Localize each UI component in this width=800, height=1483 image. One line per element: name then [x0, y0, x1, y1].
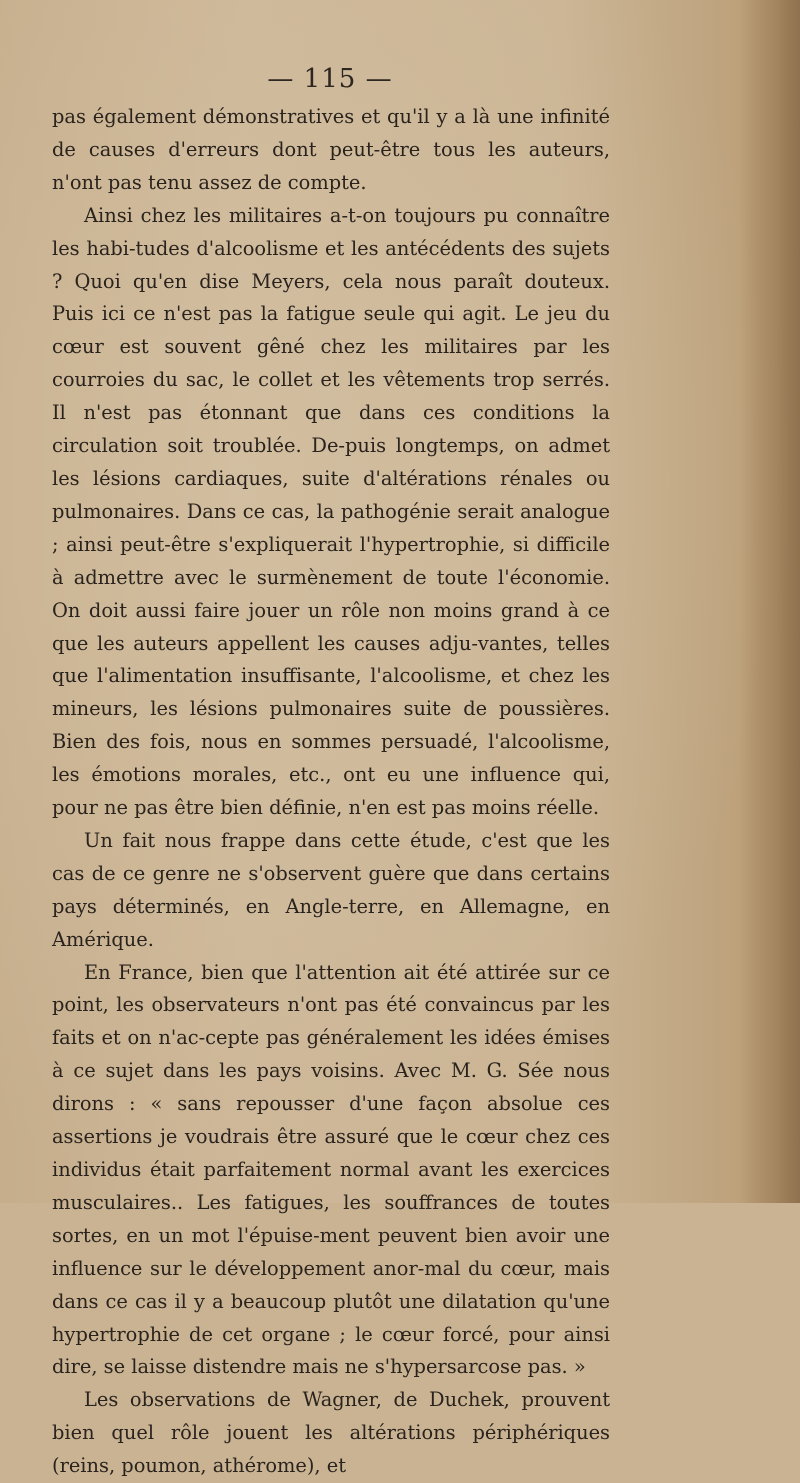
- page-number: — 115 —: [267, 64, 393, 94]
- paragraph-3: Un fait nous frappe dans cette étude, c'est que les cas de ce genre ne s'observent guère que dans certains pays déterminés, en Angle-terre, en Allemagne, en Amérique.: [52, 828, 610, 951]
- paragraph-4: En France, bien que l'attention ait été attirée sur ce point, les observateurs n'ont pas été convaincus par les faits et on n'ac-cepte pas généralement les idées émises à ce sujet dans les pays voisins. Avec M. G. Sée nous dirons : « sans repousser d'une façon absolue ces assertions je voudrais être assuré que le cœur chez ces individus était parfaitement normal avant les exercices musculaires.. Les fatigues, les souffrances de toutes sortes, en un mot l'épuise-ment peuvent bien avoir une influence sur le développement anor-mal du cœur, mais dans ce cas il y a beaucoup plutôt une dilatation qu'une hypertrophie de cet organe ; le cœur forcé, pour ainsi dire, se laisse distendre mais ne s'hypersarcose pas. »: [52, 960, 610, 1379]
- page-edge-stain: [740, 0, 800, 1203]
- body-text: [52, 101, 610, 1483]
- paragraph-1: pas également démonstratives et qu'il y a là une infinité de causes d'erreurs dont peut-être tous les auteurs, n'ont pas tenu assez de compte.: [52, 105, 610, 194]
- paragraph-5: Les observations de Wagner, de Duchek, prouvent bien quel rôle jouent les altérations périphériques (reins, poumon, athérome), et: [52, 1388, 610, 1478]
- paragraph-2: Ainsi chez les militaires a-t-on toujours pu connaître les habi-tudes d'alcoolisme et les antécédents des sujets ? Quoi qu'en dise Meyers, cela nous paraît douteux. Puis ici ce n'est pas la fatigue seule qui agit. Le jeu du cœur est souvent gêné chez les militaires par les courroies du sac, le collet et les vêtements trop serrés. Il n'est pas étonnant que dans ces conditions la circulation soit troublée. De-puis longtemps, on admet les lésions cardiaques, suite d'altérations rénales ou pulmonaires. Dans ce cas, la pathogénie serait analogue ; ainsi peut-être s'expliquerait l'hypertrophie, si difficile à admettre avec le surmènement de toute l'économie. On doit aussi faire jouer un rôle non moins grand à ce que les auteurs appellent les causes adju-vantes, telles que l'alimentation insuffisante, l'alcoolisme, et chez les mineurs, les lésions pulmonaires suite de poussières. Bien des fois, nous en sommes persuadé, l'alcoolisme, les émotions morales, etc., ont eu une influence qui, pour ne pas être bien définie, n'en est pas moins réelle.: [52, 203, 610, 820]
